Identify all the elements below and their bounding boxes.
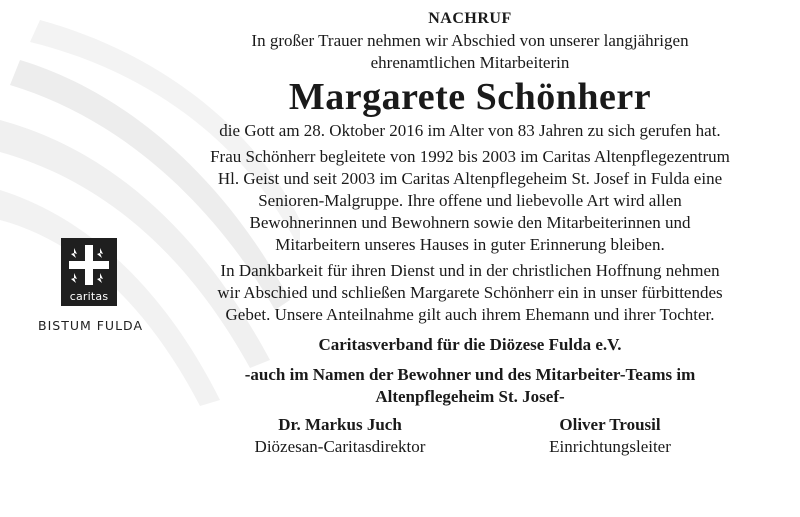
- caritas-flame-cross-icon: [66, 242, 112, 288]
- signer-name: Dr. Markus Juch: [278, 415, 402, 434]
- paragraph1-line: Hl. Geist und seit 2003 im Caritas Altenpflegeheim St. Josef in Fulda eine: [217, 169, 723, 188]
- logo-subtitle: BISTUM FULDA: [38, 318, 143, 333]
- deceased-name: Margarete Schönherr: [288, 76, 652, 118]
- intro-line: In großer Trauer nehmen wir Abschied von unserer langjährigen: [251, 31, 689, 50]
- also-on-behalf-line: -auch im Namen der Bewohner und des Mitarbeiter-Teams im: [244, 365, 696, 384]
- heading: NACHRUF: [428, 10, 512, 27]
- also-on-behalf-line: Altenpflegeheim St. Josef-: [375, 387, 565, 406]
- caritas-logo: [38, 238, 158, 333]
- caritas-logo-box: [61, 238, 117, 306]
- signer-role: Diözesan-Caritasdirektor: [254, 437, 426, 456]
- death-line: die Gott am 28. Oktober 2016 im Alter von 83 Jahren zu sich gerufen hat.: [219, 121, 721, 140]
- paragraph1-line: Frau Schönherr begleitete von 1992 bis 2003 im Caritas Altenpflegezentrum: [210, 147, 730, 166]
- signer-name: Oliver Trousil: [559, 415, 661, 434]
- organization: Caritasverband für die Diözese Fulda e.V.: [318, 335, 622, 354]
- paragraph2-line: wir Abschied und schließen Margarete Schönherr ein in unser fürbittendes: [217, 283, 723, 302]
- intro-line: ehrenamtlichen Mitarbeiterin: [370, 53, 570, 72]
- signer-role: Einrichtungsleiter: [549, 437, 671, 456]
- paragraph1-line: Senioren-Malgruppe. Ihre offene und liebevolle Art wird allen: [258, 191, 682, 210]
- paragraph1-line: Bewohnerinnen und Bewohnern sowie den Mitarbeiterinnen und: [249, 213, 691, 232]
- paragraph2-line: In Dankbarkeit für ihren Dienst und in der christlichen Hoffnung nehmen: [220, 261, 720, 280]
- signers: [205, 414, 735, 458]
- signer-2: [485, 414, 735, 458]
- caritas-logo-word: caritas: [69, 290, 109, 303]
- paragraph2-line: Gebet. Unsere Anteilnahme gilt auch ihrem Ehemann und ihrer Tochter.: [225, 305, 715, 324]
- paragraph1-line: Mitarbeitern unseres Hauses in guter Erinnerung bleiben.: [275, 235, 665, 254]
- obituary-text: [160, 8, 780, 458]
- signer-1: [215, 414, 465, 458]
